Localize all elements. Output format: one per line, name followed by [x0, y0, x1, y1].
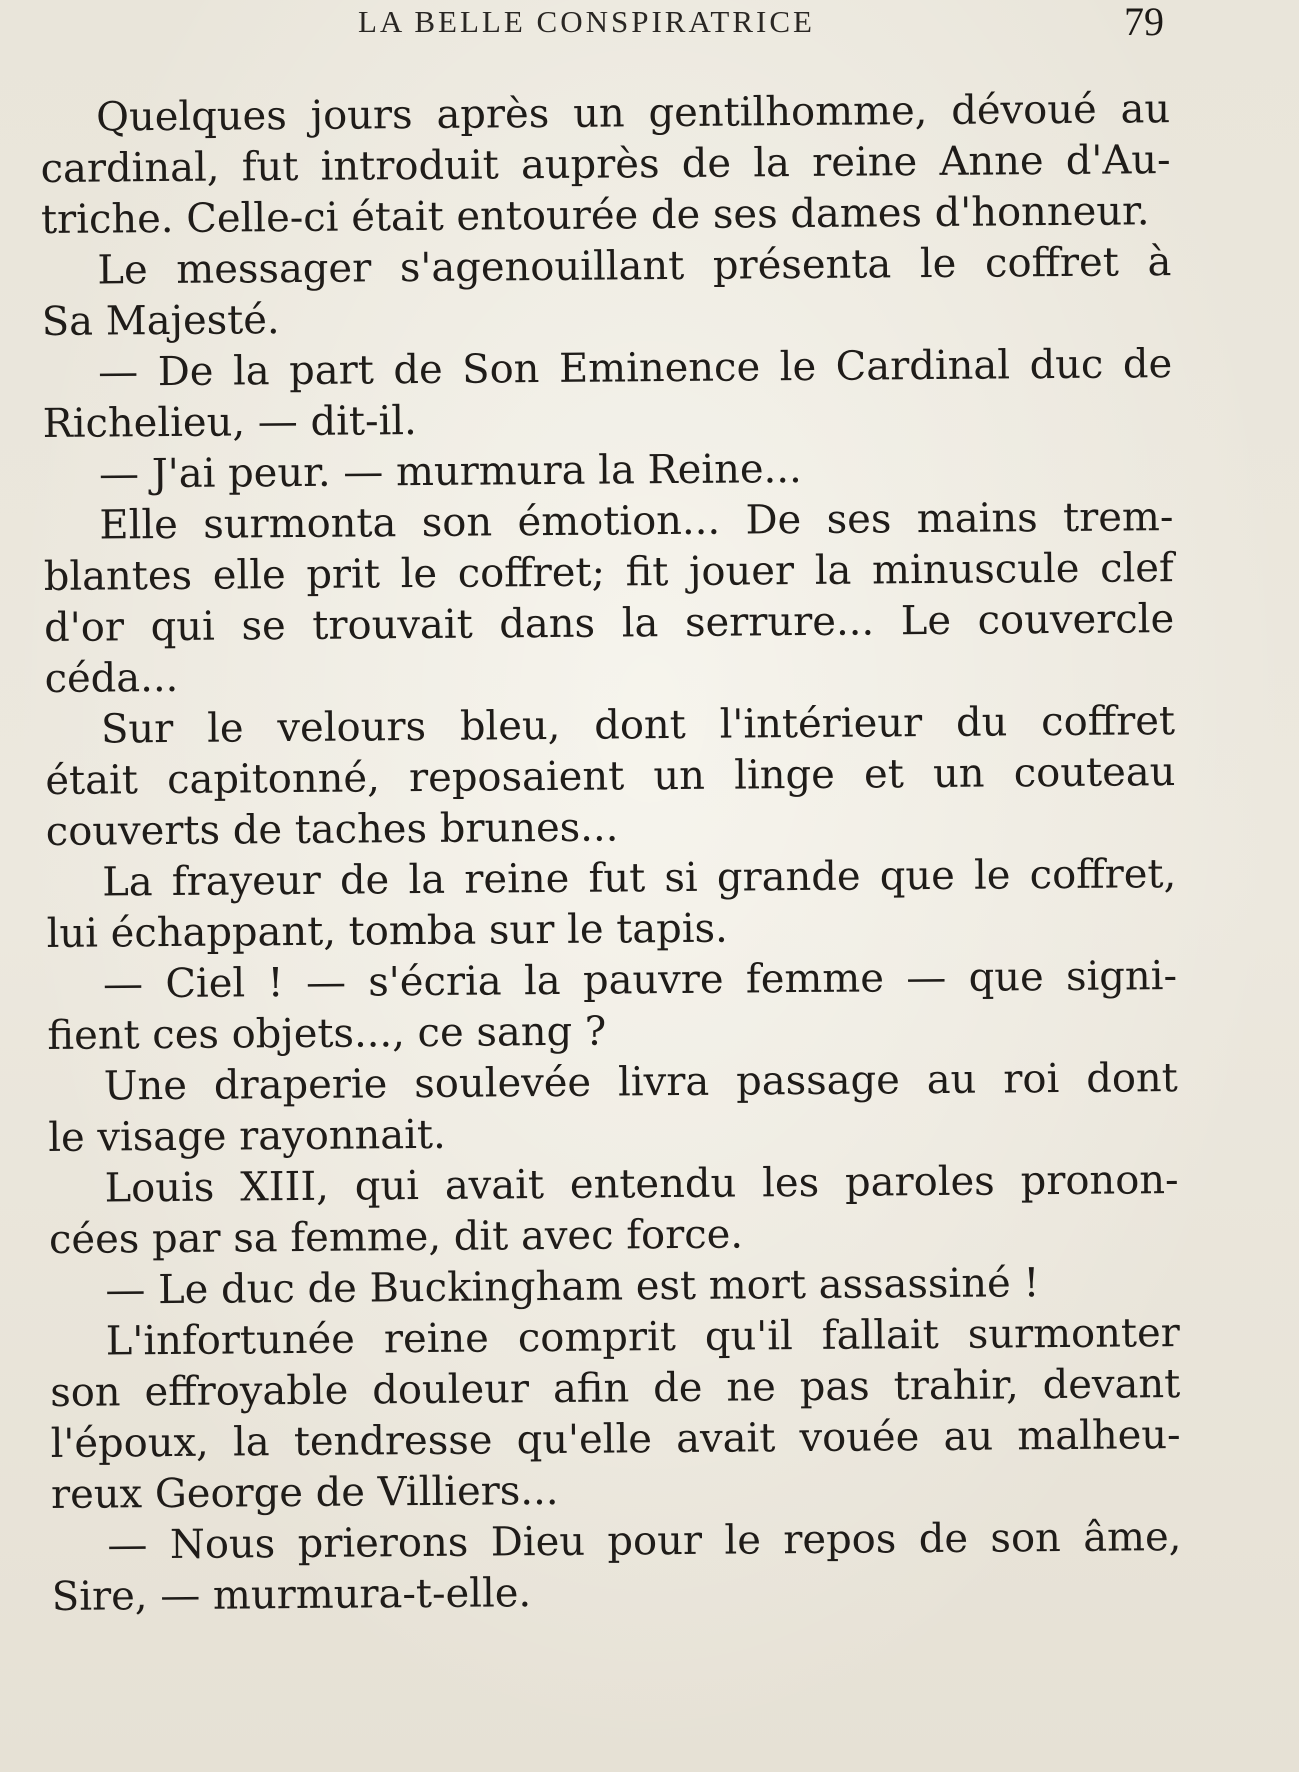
text-line: son effroyable douleur afin de ne pas trahir, devant	[50, 1361, 1181, 1416]
body-text	[40, 83, 1182, 1620]
text-line: — Nous prierons Dieu pour le repos de son âme,	[107, 1514, 1182, 1569]
text-line: l'époux, la tendresse qu'elle avait vouée au malheu-	[50, 1412, 1181, 1467]
text-line: d'or qui se trouvait dans la serrure... Le couvercle	[44, 596, 1175, 651]
text-line: Louis XIII, qui avait entendu les paroles pronon-	[104, 1157, 1179, 1212]
text-line: — J'ai peur. — murmura la Reine...	[98, 446, 802, 498]
text-line: cées par sa femme, dit avec force.	[48, 1211, 744, 1263]
text-line: La frayeur de la reine fut si grande que le coffret,	[102, 851, 1177, 906]
text-line: Sur le velours bleu, dont l'intérieur du coffret	[100, 698, 1176, 753]
text-line: céda...	[44, 654, 179, 702]
text-line: Quelques jours après un gentilhomme, dévoué au	[96, 86, 1171, 141]
text-line: L'infortunée reine comprit qu'il fallait surmonter	[105, 1310, 1180, 1365]
text-line: Une draperie soulevée livra passage au roi dont	[103, 1055, 1178, 1110]
text-line: — Le duc de Buckingham est mort assassiné !	[105, 1260, 1040, 1314]
text-line: reux George de Villiers...	[50, 1467, 559, 1518]
text-line: cardinal, fut introduit auprès de la reine Anne d'Au-	[40, 137, 1171, 192]
text-line: Le messager s'agenouillant présenta le coffret à	[97, 239, 1172, 294]
text-line: triche. Celle-ci était entourée de ses dames d'honneur.	[40, 188, 1150, 243]
text-line: Sa Majesté.	[41, 297, 280, 345]
text-line: — De la part de Son Eminence le Cardinal duc de	[98, 341, 1173, 396]
page-header	[0, 0, 1299, 60]
text-line: était capitonné, reposaient un linge et un couteau	[45, 749, 1176, 804]
text-line: lui échappant, tomba sur le tapis.	[46, 905, 728, 957]
text-line: — Ciel ! — s'écria la pauvre femme — que signi-	[102, 953, 1178, 1008]
text-line: Elle surmonta son émotion... De ses mains trem-	[99, 494, 1174, 549]
text-line: Sire, — murmura-t-elle.	[51, 1570, 532, 1620]
text-line: Richelieu, — dit-il.	[42, 398, 417, 447]
running-title: LA BELLE CONSPIRATRICE	[358, 4, 815, 39]
page-number: 79	[1124, 0, 1164, 44]
text-line: blantes elle prit le coffret; fit jouer la minuscule clef	[43, 545, 1174, 600]
text-line: fient ces objets..., ce sang ?	[47, 1008, 607, 1059]
text-line: couverts de taches brunes...	[45, 804, 619, 855]
text-line: le visage rayonnait.	[48, 1111, 446, 1161]
